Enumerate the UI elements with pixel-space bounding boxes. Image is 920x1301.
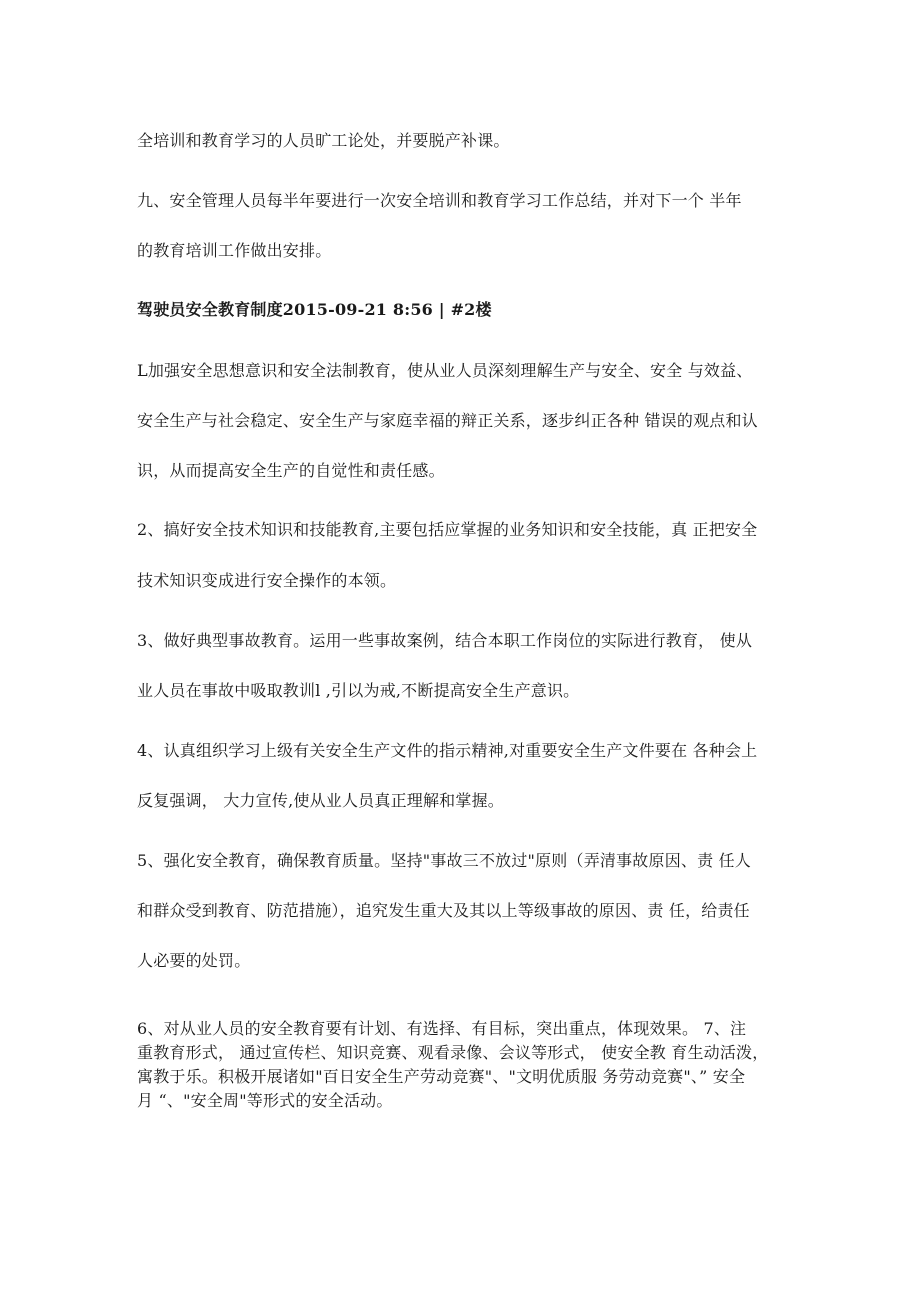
text-line-18: 重教育形式， 通过宣传栏、知识竞赛、观看录像、会议等形式， 使安全教 育生动活泼，: [137, 1043, 769, 1062]
section-heading: 驾驶员安全教育制度2015-09-21 8:56 | #2楼: [137, 300, 492, 319]
text-line-15: 和群众受到教育、防范措施），追究发生重大及其以上等级事故的原因、责 任，给责任: [137, 901, 750, 920]
text-line-7: 识，从而提高安全生产的自觉性和责任感。: [137, 461, 445, 480]
text-line-3: 的教育培训工作做出安排。: [137, 241, 332, 260]
text-line-12: 4、认真组织学习上级有关安全生产文件的指示精神,对重要安全生产文件要在 各种会上: [137, 741, 758, 760]
text-line-19: 寓教于乐。积极开展诸如"百日安全生产劳动竞赛"、"文明优质服 务劳动竞赛"、” 安全: [137, 1067, 746, 1086]
text-line-1: 全培训和教育学习的人员旷工论处，并要脱产补课。: [137, 131, 510, 150]
text-line-17: 6、对从业人员的安全教育要有计划、有选择、有目标，突出重点，体现效果。 7、注: [137, 1019, 747, 1038]
text-line-6: 安全生产与社会稳定、安全生产与家庭幸福的辩正关系，逐步纠正各种 错误的观点和认: [137, 411, 758, 430]
text-line-5: L加强安全思想意识和安全法制教育，使从业人员深刻理解生产与安全、安全 与效益、: [137, 361, 753, 380]
text-line-8: 2、搞好安全技术知识和技能教育,主要包括应掌握的业务知识和安全技能，真 正把安全: [137, 520, 758, 539]
text-line-16: 人必要的处罚。: [137, 951, 251, 970]
text-line-20: 月 “、"安全周"等形式的安全活动。: [137, 1091, 393, 1110]
text-line-11: 业人员在事故中吸取教训l ,引以为戒,不断提高安全生产意识。: [137, 681, 580, 700]
text-line-14: 5、强化安全教育，确保教育质量。坚持"事故三不放过"原则（弄清事故原因、责 任人: [137, 851, 751, 870]
text-line-9: 技术知识变成进行安全操作的本领。: [137, 571, 397, 590]
text-line-2: 九、安全管理人员每半年要进行一次安全培训和教育学习工作总结，并对下一个 半年: [137, 191, 742, 210]
text-line-10: 3、做好典型事故教育。运用一些事故案例，结合本职工作岗位的实际进行教育， 使从: [137, 631, 753, 650]
text-line-13: 反复强调， 大力宣传,使从业人员真正理解和掌握。: [137, 791, 504, 810]
